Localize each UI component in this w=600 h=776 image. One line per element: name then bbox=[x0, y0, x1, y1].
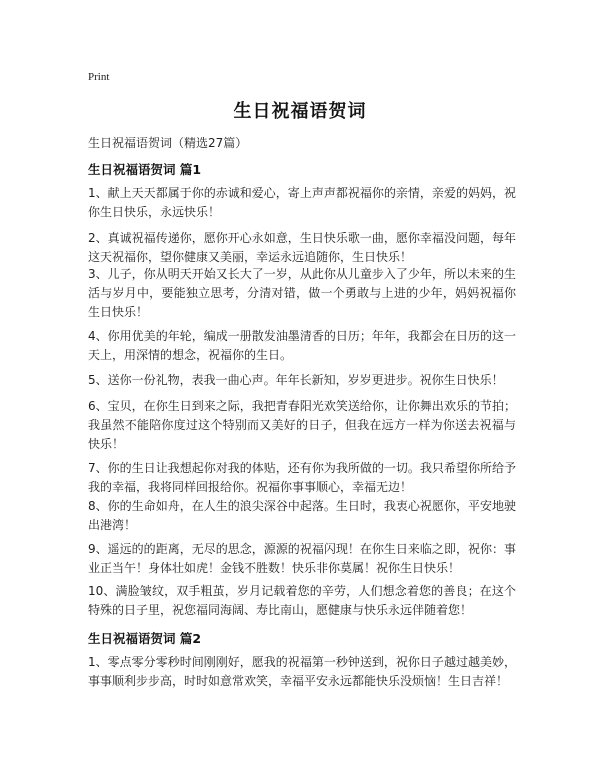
paragraph-1-5: 5、送你一份礼物，表我一曲心声。年年长新知，岁岁更进步。祝你生日快乐！ bbox=[88, 373, 504, 387]
print-link[interactable]: Print bbox=[88, 71, 110, 83]
paragraph-1-3: 3、儿子，你从明天开始又长大了一岁，从此你从儿童步入了少年，所以未来的生活与岁月中，要能独立思考，分清对错，做一个勇敢与上进的少年，妈妈祝福你生日快乐！ bbox=[88, 267, 516, 319]
paragraph-1-1: 1、献上天天都属于你的赤诚和爱心，寄上声声都祝福你的亲情，亲爱的妈妈，祝你生日快乐，永远快乐！ bbox=[88, 186, 516, 219]
section-heading-2: 生日祝福语贺词 篇2 bbox=[88, 631, 202, 646]
paragraph-1-10: 10、满脸皱纹，双手粗茧，岁月记载着您的辛劳，人们想念着您的善良；在这个特殊的日子里，祝您福同海阔、寿比南山，愿健康与快乐永远伴随着您！ bbox=[88, 584, 516, 617]
paragraph-1-6: 6、宝贝，在你生日到来之际，我把青春阳光欢笑送给你，让你舞出欢乐的节拍；我虽然不能陪你度过这个特别而又美好的日子，但我在远方一样为你送去祝福与快乐！ bbox=[88, 399, 516, 451]
paragraph-1-7: 7、你的生日让我想起你对我的体贴，还有你为我所做的一切。我只希望你所给予我的幸福，我将同样回报给你。祝福你事事顺心，幸福无边！ bbox=[88, 461, 516, 494]
document-subtitle: 生日祝福语贺词（精选27篇） bbox=[88, 136, 248, 150]
paragraph-1-4: 4、你用优美的年轮，编成一册散发油墨清香的日历；年年，我都会在日历的这一天上，用深情的想念，祝福你的生日。 bbox=[88, 329, 516, 362]
paragraph-1-8: 8、你的生命如舟，在人生的浪尖深谷中起落。生日时，我衷心祝愿你，平安地驶出港湾！ bbox=[88, 499, 516, 532]
section-heading-1: 生日祝福语贺词 篇1 bbox=[88, 162, 202, 177]
page-title: 生日祝福语贺词 bbox=[233, 101, 367, 122]
paragraph-2-1: 1、零点零分零秒时间刚刚好，愿我的祝福第一秒钟送到，祝你日子越过越美妙，事事顺利步步高，时时如意常欢笑，幸福平安永远都能快乐没烦恼！生日吉祥！ bbox=[88, 655, 516, 688]
paragraph-1-2: 2、真诚祝福传递你，愿你开心永如意，生日快乐歌一曲，愿你幸福没问题，每年这天祝福你，望你健康又美丽，幸运永远追随你，生日快乐！ bbox=[88, 231, 516, 264]
paragraph-1-9: 9、遥远的的距离，无尽的思念，源源的祝福闪现！在你生日来临之即，祝你：事业正当午！身体壮如虎！金钱不胜数！快乐非你莫属！祝你生日快乐！ bbox=[88, 542, 516, 575]
